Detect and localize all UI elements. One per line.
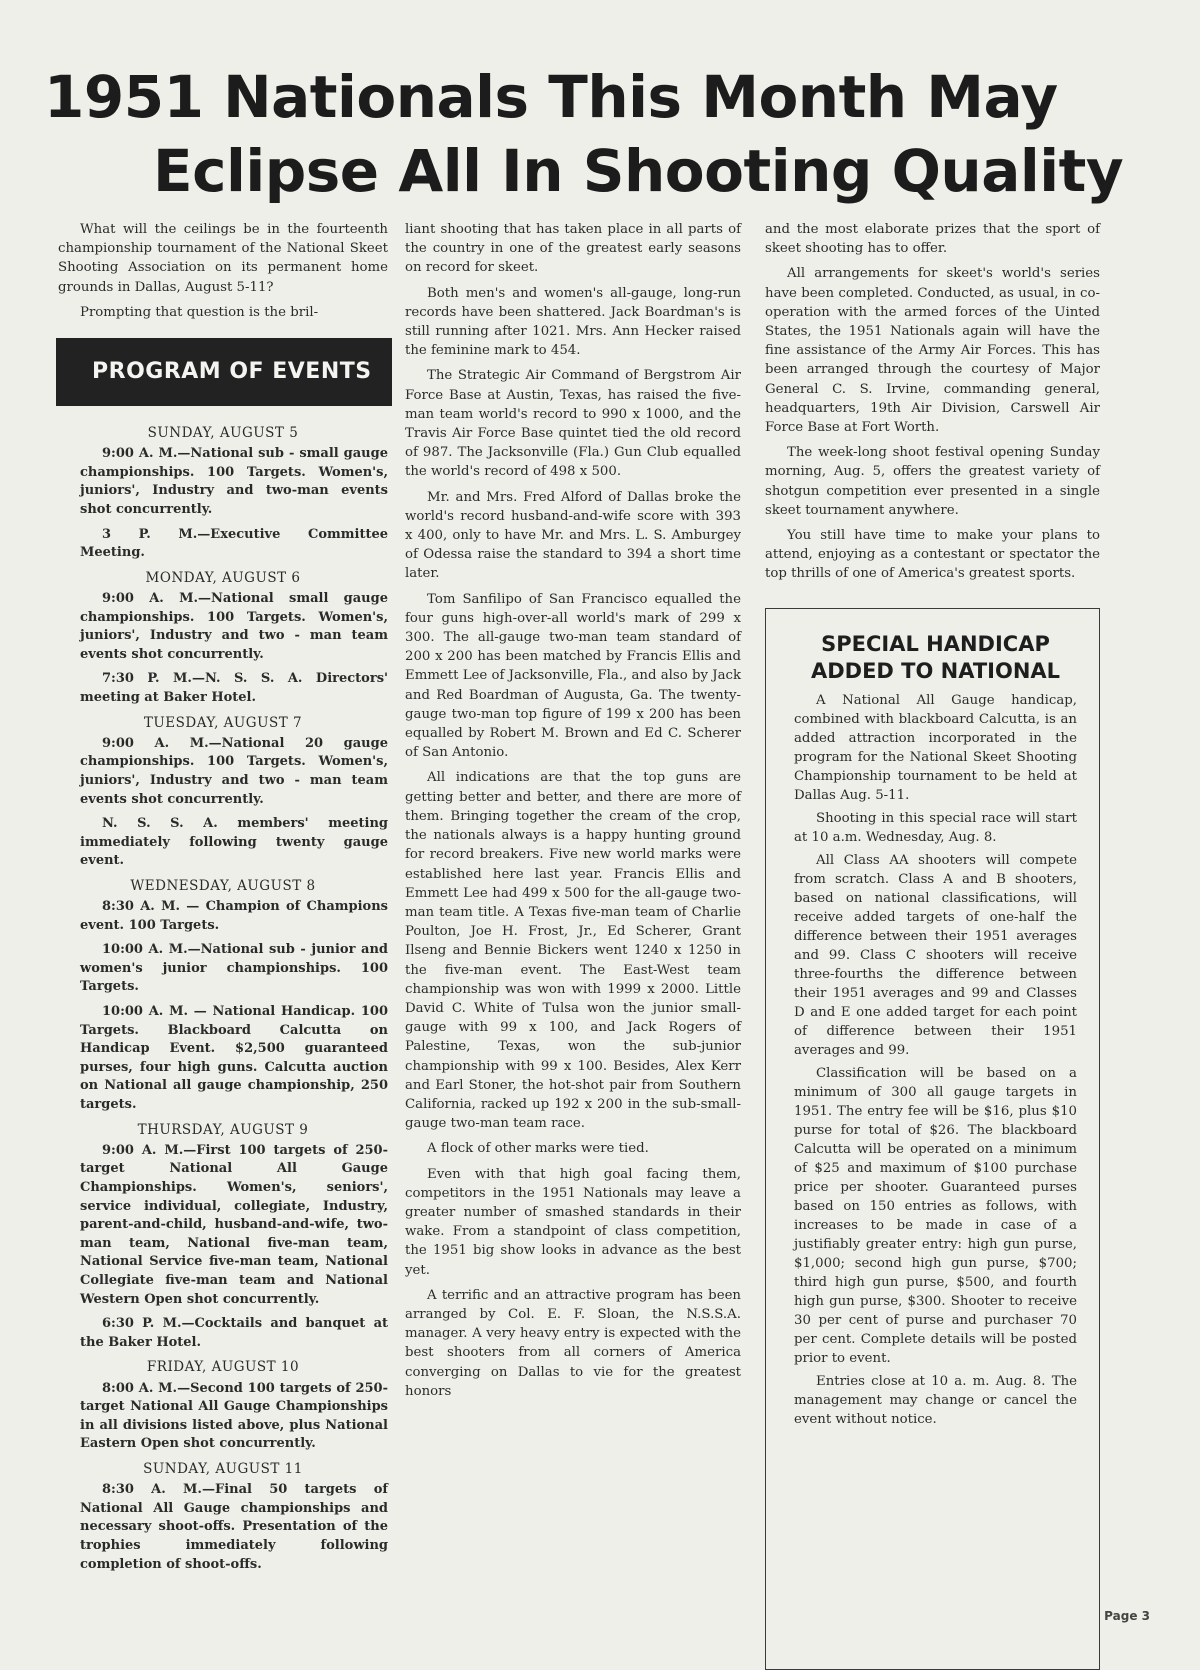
column-3 [765,220,1100,1670]
sidebar-paragraph: Classification will be based on a minimum of 300 all gauge targets in 1951. The entry fee will be $16, plus $10 purse for total of $26. The blackboard Calcutta will be operated on a minimum of $25 and maximum of $100 purchase price per shooter. Guaranteed purses based on 150 entries as follows, with increases to be made in case of a justifiably greater entry: high gun purse, $1,000; second high gun purse, $700; third high gun purse, $500, and fourth high gun purse, $300. Shooter to receive 30 per cent of purse and purchaser 70 per cent. Complete details will be posted prior to event. [794,1065,1077,1366]
program-event: 9:00 A. M.—National sub - small gauge championships. 100 Targets. Women's, juniors', Industry and two-man events shot concurrently. [80,446,388,517]
program-event-note: N. S. S. A. members' meeting immediately following twenty gauge event. [80,816,388,869]
program-event: 9:00 A. M.—National small gauge championships. 100 Targets. Women's, juniors', Industry and two - man team events shot concurrently. [80,590,388,662]
program-day-heading: FRIDAY, AUGUST 10 [146,1359,300,1376]
article-paragraph: A terrific and an attractive program has been arranged by Col. E. F. Sloan, the N.S.S.A. manager. A very heavy entry is expected with the best shooters from all corners of America converging on Dallas to vie for the greatest honors [405,1287,741,1399]
program-banner: PROGRAM OF EVENTS [56,338,392,406]
article-paragraph: All arrangements for skeet's world's series have been completed. Conducted, as usual, in co-operation with the armed forces of the Uinted States, the 1951 Nationals again will have the fine assistance of the Army Air Forces. This has been arranged through the courtesy of Major General C. S. Irvine, commanding general, headquarters, 19th Air Division, Carswell Air Force Base at Fort Worth. [765,266,1100,436]
program-event: 3 P. M.—Executive Committee Meeting. [80,526,388,561]
intro-paragraph-continued: liant shooting that has taken place in all parts of the country in one of the greatest early seasons on record for skeet. [405,222,741,276]
program-event: 8:30 A. M.—Final 50 targets of National All Gauge championships and necessary shoot-offs. Presentation of the trophies immediately following completion of shoot-offs. [80,1482,388,1572]
headline-line-2: Eclipse All In Shooting Quality [153,137,1124,205]
program-day-heading: MONDAY, AUGUST 6 [145,569,301,586]
program-event: 9:00 A. M.—First 100 targets of 250-target National All Gauge Championships. Women's, seniors', service individual, collegiate, Industry, parent-and-child, husband-and-wife, two-man team, National five-man team, National Service five-man team, National Collegiate five-man team and National Western Open shot concurrently. [80,1142,388,1307]
intro-paragraph: What will the ceilings be in the fourteenth championship tournament of the National Skeet Shooting Association on its permanent home grounds in Dallas, August 5-11? [58,222,388,295]
program-day-heading: SUNDAY, AUGUST 5 [147,425,299,442]
sidebar-paragraph: All Class AA shooters will compete from scratch. Class A and B shooters, based on national classifications, will receive added targets of one-half the difference between their 1951 averages and 99. Class C shooters will receive three-fourths the difference between their 1951 averages and 99 and Classes D and E one added target for each point of difference between their 1951 averages and 99. [794,852,1077,1058]
sidebar-box [765,608,1100,1670]
article-paragraph: Even with that high goal facing them, competitors in the 1951 Nationals may leave a greater number of smashed standards in their wake. From a standpoint of class competition, the 1951 big show looks in advance as the best yet. [405,1166,741,1278]
program-event: 8:30 A. M. — Champion of Champions event. 100 Targets. [80,899,388,933]
column-2 [405,220,741,1407]
headline-line-1: 1951 Nationals This Month May [44,63,1058,131]
sidebar-paragraph: Entries close at 10 a. m. Aug. 8. The management may change or cancel the event without notice. [794,1373,1077,1427]
program-event: 8:00 A. M.—Second 100 targets of 250-target National All Gauge Championships in all divisions listed above, plus National Eastern Open shot concurrently. [80,1380,388,1452]
program-event: 6:30 P. M.—Cocktails and banquet at the Baker Hotel. [80,1316,388,1350]
article-paragraph: Both men's and women's all-gauge, long-run records have been shattered. Jack Boardman's is still running after 1021. Mrs. Ann Hecker raised the feminine mark to 454. [405,285,741,359]
article-paragraph: You still have time to make your plans to attend, enjoying as a contestant or spectator the top thrills of one of America's greatest sports. [765,528,1100,582]
sidebar-title [794,631,1077,685]
article-paragraph: All indications are that the top guns are getting better and better, and there are more of them. Bringing together the cream of the crop, the nationals always is a happy hunting ground for record breakers. Five new world marks were established here last year. Francis Ellis and Emmett Lee had 499 x 500 for the all-gauge two-man team title. A Texas five-man team of Charlie Poulton, Joe H. Frost, Jr., Ed Scherer, Grant Ilseng and Bennie Bickers went 1240 x 1250 in the five-man event. The East-West team championship was won with 1999 x 2000. Little David C. White of Tulsa won the junior small-gauge with 99 x 100, and Jack Rogers of Palestine, Texas, won the sub-junior championship with 99 x 100. Besides, Alex Kerr and Earl Stoner, the hot-shot pair from Southern California, racked up 192 x 200 in the sub-small-gauge two-man team race. [405,770,741,1132]
article-paragraph: The Strategic Air Command of Bergstrom Air Force Base at Austin, Texas, has raised the five-man team world's record to 990 x 1000, and the Travis Air Force Base quintet tied the old record of 987. The Jacksonville (Fla.) Gun Club equalled the world's record of 498 x 500. [405,368,741,480]
article-paragraph-continued: and the most elaborate prizes that the sport of skeet shooting has to offer. [765,222,1100,257]
sidebar-paragraph: Shooting in this special race will start at 10 a.m. Wednesday, Aug. 8. [794,810,1077,845]
article-paragraph: Tom Sanfilipo of San Francisco equalled the four guns high-over-all world's mark of 299 x 300. The all-gauge two-man team standard of 200 x 200 has been matched by Francis Ellis and Emmett Lee of Jacksonville, Fla., and also by Jack and Red Boardman of Augusta, Ga. The twenty-gauge two-man top figure of 199 x 200 has been equalled by Robert M. Brown and Ed C. Scherer of San Antonio. [405,591,741,761]
column-1 [58,220,388,1580]
intro-paragraph-lead: Prompting that question is the bril- [80,304,319,320]
article-paragraph: The week-long shoot festival opening Sunday morning, Aug. 5, offers the greatest variety of shotgun competition ever presented in a single skeet tournament anywhere. [765,445,1100,518]
program-day-heading: SUNDAY, AUGUST 11 [143,1460,303,1477]
article-paragraph: Mr. and Mrs. Fred Alford of Dallas broke the world's record husband-and-wife score with 393 x 400, only to have Mr. and Mrs. L. S. Amburgey of Odessa raise the standard to 394 a short time later. [405,489,741,582]
headline [40,60,1170,208]
sidebar-title-line-1: SPECIAL HANDICAP [821,631,1050,656]
program-event: 10:00 A. M. — National Handicap. 100 Targets. Blackboard Calcutta on Handicap Event. $2,500 guaranteed purses, four high guns. Calcutta auction on National all gauge championship, 250 targets. [80,1004,388,1113]
article-paragraph: A flock of other marks were tied. [427,1141,649,1157]
program-day-heading: TUESDAY, AUGUST 7 [143,714,303,731]
page-number: Page 3 [1104,1609,1150,1623]
program-event: 7:30 P. M.—N. S. S. A. Directors' meeting at Baker Hotel. [80,671,388,705]
program-event: 9:00 A. M.—National 20 gauge championships. 100 Targets. Women's, juniors', Industry and two - man team events shot concurrently. [80,735,388,807]
sidebar-title-line-2: ADDED TO NATIONAL [810,658,1061,683]
sidebar-paragraph: A National All Gauge handicap, combined with blackboard Calcutta, is an added attraction incorporated in the program for the National Skeet Shooting Championship tournament to be held at Dallas Aug. 5-11. [794,692,1077,803]
program-of-events [58,424,388,1574]
program-event: 10:00 A. M.—National sub - junior and women's junior championships. 100 Targets. [80,942,388,995]
program-day-heading: WEDNESDAY, AUGUST 8 [130,877,316,894]
program-day-heading: THURSDAY, AUGUST 9 [137,1121,309,1138]
